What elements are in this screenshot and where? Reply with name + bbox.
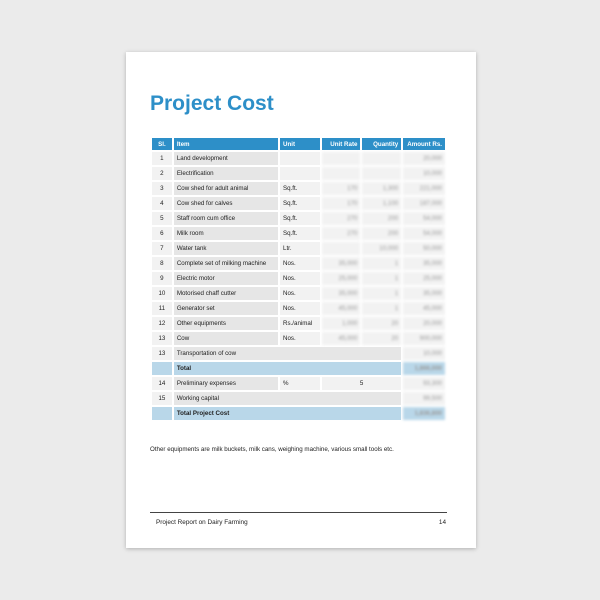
table-row: [152, 317, 445, 330]
table-row: [152, 152, 445, 165]
cell-sl: 13: [152, 332, 172, 345]
cell-unit: [280, 167, 320, 180]
table-row: [152, 182, 445, 195]
cell-unit-rate: 270: [322, 227, 361, 240]
cell-item: Motorised chaff cutter: [174, 287, 278, 300]
table-row: [152, 287, 445, 300]
cell-quantity: 20: [362, 332, 401, 345]
cell-item: Cow: [174, 332, 278, 345]
cell-item: Electrification: [174, 167, 278, 180]
cell-sl: 12: [152, 317, 172, 330]
document-page: [126, 52, 476, 548]
table-row: [152, 167, 445, 180]
cell-item: Complete set of milking machine: [174, 257, 278, 270]
cell-unit-rate: 170: [322, 197, 361, 210]
column-header-item: Item: [174, 138, 278, 150]
cell-item: Cow shed for adult animal: [174, 182, 278, 195]
cell-quantity: [362, 152, 401, 165]
cell-unit-rate: 1,000: [322, 317, 361, 330]
cell-item: Water tank: [174, 242, 278, 255]
cell-quantity: [362, 167, 401, 180]
cell-amount: 221,000: [403, 182, 445, 195]
cell-amount: 187,000: [403, 197, 445, 210]
cell-sl: 8: [152, 257, 172, 270]
cell-item: Transportation of cow: [174, 347, 401, 360]
cell-quantity: 1: [362, 302, 401, 315]
cell-amount: 25,000: [403, 272, 445, 285]
cell-amount: 54,000: [403, 212, 445, 225]
cell-amount: 93,300: [403, 377, 445, 390]
cell-unit: [280, 152, 320, 165]
cell-unit-rate: [322, 152, 361, 165]
cell-item: Electric motor: [174, 272, 278, 285]
table-row-subtotal: [152, 362, 445, 375]
table-row: [152, 212, 445, 225]
table-row: [152, 392, 445, 405]
table-row: [152, 302, 445, 315]
footer-divider: [150, 512, 447, 513]
cell-quantity: 1,300: [362, 182, 401, 195]
cell-quantity: 1: [362, 257, 401, 270]
column-header-quantity: Quantity: [362, 138, 401, 150]
cell-unit-rate: 35,000: [322, 257, 361, 270]
table-row-transport: [152, 347, 445, 360]
cell-sl: 13: [152, 347, 172, 360]
cell-amount: 54,000: [403, 227, 445, 240]
cell-amount: 35,000: [403, 257, 445, 270]
cell-unit: Nos.: [280, 302, 320, 315]
cell-unit: Nos.: [280, 272, 320, 285]
cell-unit: Nos.: [280, 257, 320, 270]
cell-quantity: 1: [362, 272, 401, 285]
table-row: [152, 257, 445, 270]
cell-unit: Sq.ft.: [280, 197, 320, 210]
cell-unit: Nos.: [280, 332, 320, 345]
cell-sl: 10: [152, 287, 172, 300]
cell-unit: Sq.ft.: [280, 212, 320, 225]
cell-item: Cow shed for calves: [174, 197, 278, 210]
table-footnote: Other equipments are milk buckets, milk cans, weighing machine, various small tools etc.: [150, 446, 394, 453]
cell-sl: [152, 407, 172, 420]
cell-sl: 1: [152, 152, 172, 165]
cell-amount: 10,000: [403, 167, 445, 180]
cell-sl: 5: [152, 212, 172, 225]
cell-unit-rate: 25,000: [322, 272, 361, 285]
cell-sl: 15: [152, 392, 172, 405]
cell-amount: 35,000: [403, 287, 445, 300]
table-row: [152, 227, 445, 240]
cell-amount: 45,000: [403, 302, 445, 315]
cell-unit-rate: 45,000: [322, 332, 361, 345]
cell-unit: Sq.ft.: [280, 227, 320, 240]
cell-subtotal-label: Total: [174, 362, 401, 375]
cell-item: Working capital: [174, 392, 401, 405]
table-row: [152, 272, 445, 285]
cell-unit: %: [280, 377, 320, 390]
cell-sl: 14: [152, 377, 172, 390]
cell-item: Staff room cum office: [174, 212, 278, 225]
cell-quantity: 200: [362, 227, 401, 240]
cell-item: Land development: [174, 152, 278, 165]
cell-grand-total-amount: 1,836,800: [403, 407, 445, 420]
cell-quantity: 20: [362, 317, 401, 330]
cell-unit: Rs./animal: [280, 317, 320, 330]
project-cost-table: [150, 136, 447, 422]
cell-grand-total-label: Total Project Cost: [174, 407, 401, 420]
cell-quantity: 1: [362, 287, 401, 300]
cell-unit-rate: 45,000: [322, 302, 361, 315]
cell-sl: 11: [152, 302, 172, 315]
cell-unit-rate: [322, 242, 361, 255]
cell-unit-rate: 35,000: [322, 287, 361, 300]
cell-item: Preliminary expenses: [174, 377, 278, 390]
cell-unit-rate: 170: [322, 182, 361, 195]
cell-amount: 99,500: [403, 392, 445, 405]
cell-quantity: 10,000: [362, 242, 401, 255]
cell-item: Other equipments: [174, 317, 278, 330]
footer-report-title: Project Report on Dairy Farming: [156, 519, 248, 526]
cell-sl: 4: [152, 197, 172, 210]
table-header-row: [152, 138, 445, 150]
table-row: [152, 197, 445, 210]
cell-sl: [152, 362, 172, 375]
cell-unit: Ltr.: [280, 242, 320, 255]
cell-item: Generator set: [174, 302, 278, 315]
cell-sl: 6: [152, 227, 172, 240]
cell-amount: 20,000: [403, 317, 445, 330]
table-row-grand-total: [152, 407, 445, 420]
cell-amount: 10,000: [403, 347, 445, 360]
cell-amount: 20,000: [403, 152, 445, 165]
table-row: [152, 242, 445, 255]
cell-amount: 900,000: [403, 332, 445, 345]
column-header-unit: Unit: [280, 138, 320, 150]
column-header-unit-rate: Unit Rate: [322, 138, 361, 150]
cell-unit: Nos.: [280, 287, 320, 300]
cell-quantity: 200: [362, 212, 401, 225]
column-header-amount: Amount Rs.: [403, 138, 445, 150]
cell-item: Milk room: [174, 227, 278, 240]
cell-sl: 2: [152, 167, 172, 180]
cell-amount: 50,000: [403, 242, 445, 255]
page-title: Project Cost: [150, 92, 274, 115]
cell-sl: 7: [152, 242, 172, 255]
cell-unit-rate: 270: [322, 212, 361, 225]
cell-subtotal-amount: 1,866,000: [403, 362, 445, 375]
cell-sl: 9: [152, 272, 172, 285]
table-row: [152, 332, 445, 345]
table-row: [152, 377, 445, 390]
column-header-sl: Sl.: [152, 138, 172, 150]
cell-unit-rate: [322, 167, 361, 180]
cell-rate: 5: [322, 377, 401, 390]
cell-unit: Sq.ft.: [280, 182, 320, 195]
cell-sl: 3: [152, 182, 172, 195]
footer-page-number: 14: [438, 519, 446, 526]
cell-quantity: 1,100: [362, 197, 401, 210]
